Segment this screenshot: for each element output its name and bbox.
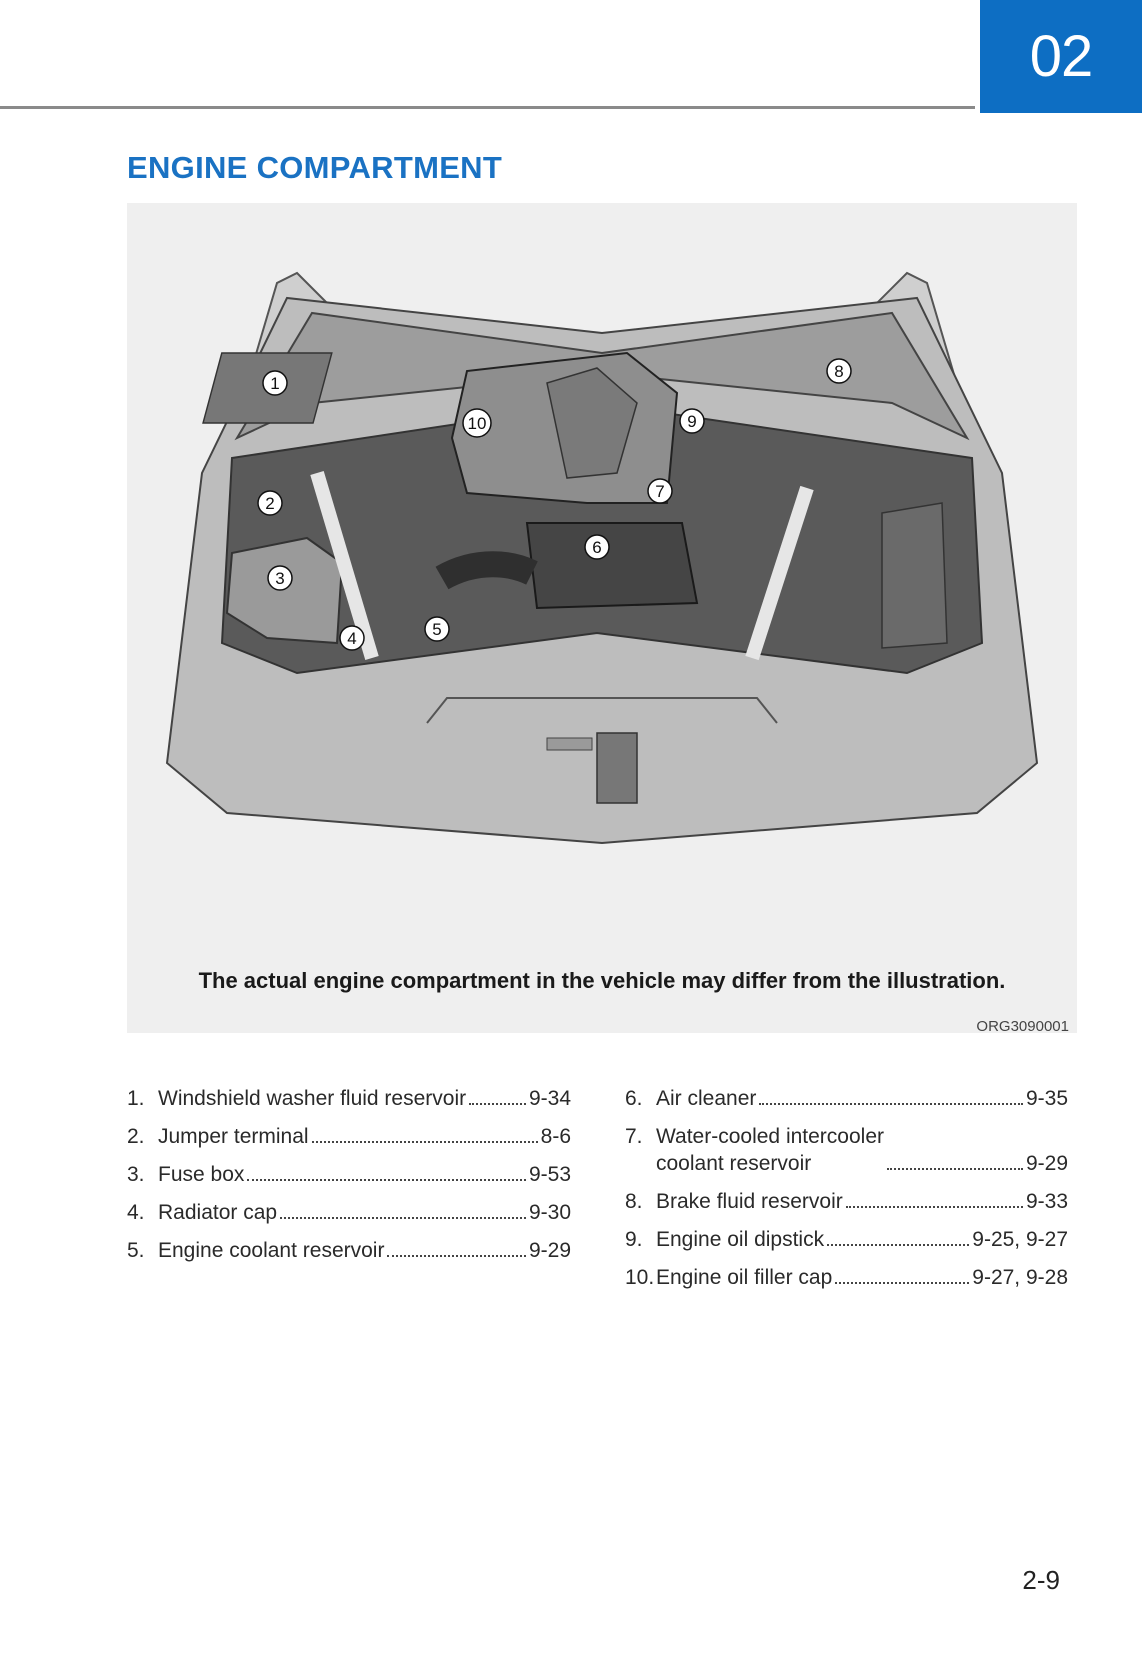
list-item [127, 1123, 571, 1150]
right-side-box [882, 503, 947, 648]
callout-2 [258, 491, 282, 515]
figure-code: ORG3090001 [976, 1018, 1069, 1035]
item-label: Windshield washer fluid reservoir [158, 1087, 467, 1110]
item-label: Jumper terminal [158, 1125, 309, 1148]
header-rule [0, 106, 975, 109]
item-label: Brake fluid reservoir [656, 1190, 843, 1213]
item-label: Engine oil dipstick [656, 1228, 825, 1251]
list-item [625, 1226, 1068, 1253]
svg-text:10: 10 [467, 414, 487, 433]
callout-5 [425, 617, 449, 641]
list-item [625, 1123, 1068, 1177]
list-item [625, 1085, 1068, 1112]
item-page: 9-35 [1025, 1087, 1068, 1110]
svg-text:3: 3 [275, 569, 285, 588]
callout-7 [648, 479, 672, 503]
item-number: 2. [127, 1125, 145, 1148]
item-number: 7. [625, 1125, 643, 1148]
intake-hose [442, 564, 532, 578]
svg-text:1: 1 [270, 374, 280, 393]
item-label: Fuse box [158, 1163, 245, 1186]
svg-text:8: 8 [834, 362, 844, 381]
list-item [625, 1264, 1068, 1291]
list-item [127, 1085, 571, 1112]
callout-9 [680, 409, 704, 433]
callout-6 [585, 535, 609, 559]
item-number: 6. [625, 1087, 643, 1110]
list-item [127, 1237, 571, 1264]
item-page: 9-29 [1025, 1152, 1068, 1175]
item-page: 9-27, 9-28 [972, 1266, 1068, 1289]
svg-text:5: 5 [432, 620, 442, 639]
list-item [127, 1199, 571, 1226]
chapter-tab: 02 [980, 0, 1142, 113]
item-label: Water-cooled intercooler coolant reservoir [656, 1125, 884, 1175]
air-cleaner-box [527, 523, 697, 608]
item-label: Radiator cap [158, 1201, 278, 1224]
item-number: 5. [127, 1239, 145, 1262]
item-page: 9-34 [528, 1087, 571, 1110]
callout-3 [268, 566, 292, 590]
callout-1 [263, 371, 287, 395]
svg-text:6: 6 [592, 538, 602, 557]
svg-text:4: 4 [347, 629, 357, 648]
parts-list-left [127, 1085, 571, 1275]
item-label: Engine coolant reservoir [158, 1239, 385, 1262]
list-item [127, 1161, 571, 1188]
svg-text:9: 9 [687, 412, 697, 431]
latch-bracket [547, 738, 592, 750]
svg-text:2: 2 [265, 494, 275, 513]
hood-latch [597, 733, 637, 803]
item-label: Engine oil filler cap [656, 1266, 833, 1289]
page-number: 2-9 [1022, 1565, 1060, 1595]
item-page: 9-29 [528, 1239, 571, 1262]
item-page: 9-33 [1025, 1190, 1068, 1213]
callout-4 [340, 626, 364, 650]
item-page: 9-53 [528, 1163, 571, 1186]
svg-text:7: 7 [655, 482, 665, 501]
figure-caption: The actual engine compartment in the vehicle may differ from the illustration. [198, 968, 1006, 993]
item-number: 8. [625, 1190, 643, 1213]
item-page: 9-30 [528, 1201, 571, 1224]
item-number: 4. [127, 1201, 145, 1224]
section-title: ENGINE COMPARTMENT [127, 150, 503, 185]
item-number: 9. [625, 1228, 643, 1251]
parts-list-right [625, 1085, 1068, 1302]
item-page: 9-25, 9-27 [972, 1228, 1068, 1251]
item-label: Air cleaner [656, 1087, 757, 1110]
item-number: 1. [127, 1087, 145, 1110]
item-number: 10. [625, 1266, 655, 1289]
list-item [625, 1188, 1068, 1215]
callout-10 [463, 409, 491, 437]
item-page: 8-6 [540, 1125, 571, 1148]
item-number: 3. [127, 1163, 145, 1186]
engine-illustration [127, 203, 1077, 1033]
engine-figure [127, 203, 1077, 1033]
callout-8 [827, 359, 851, 383]
